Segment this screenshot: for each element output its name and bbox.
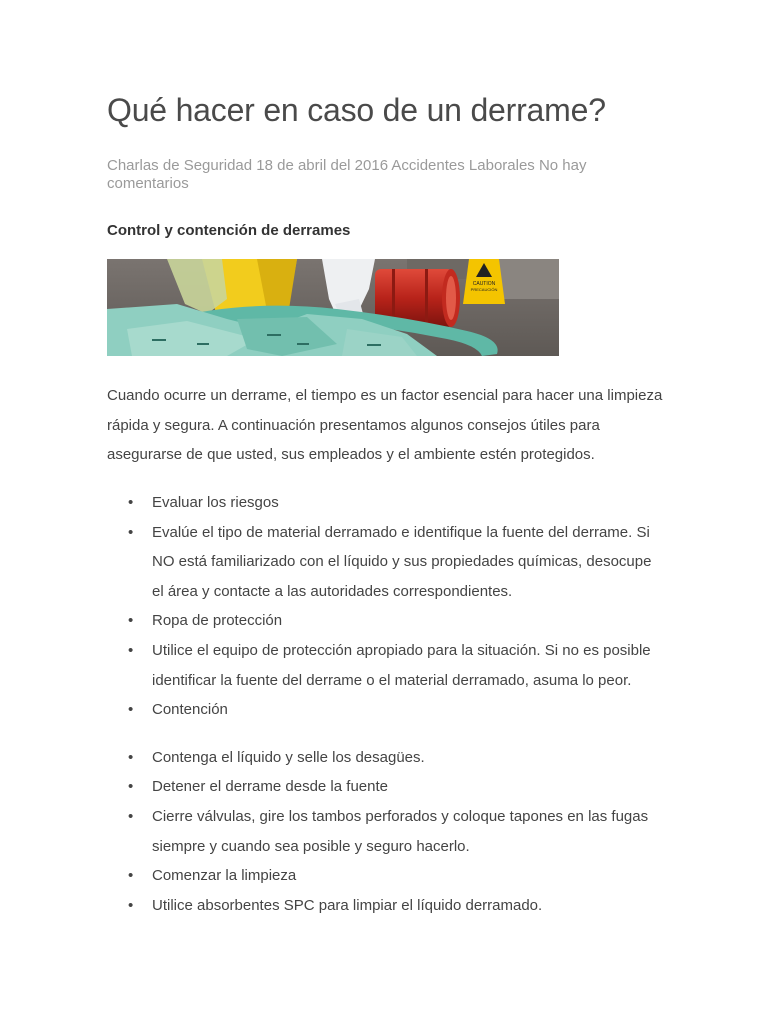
- page-title: Qué hacer en caso de un derrame?: [107, 92, 606, 128]
- post-meta: Charlas de Seguridad 18 de abril del 2016 Accidentes Laborales No hay comentarios: [107, 157, 587, 192]
- list-item: • Comenzar la limpieza: [107, 861, 667, 891]
- list-item: • Detener el derrame desde la fuente: [107, 772, 667, 802]
- list-item: • Utilice el equipo de protección apropiado para la situación. Si no es posible identificar la fuente del derrame o el material derramado, asuma lo peor.: [107, 636, 667, 695]
- list-item: • Ropa de protección: [107, 606, 667, 636]
- svg-text:PRECAUCIÓN: PRECAUCIÓN: [470, 287, 498, 292]
- advice-list: [107, 488, 667, 920]
- caution-sign: [463, 259, 505, 304]
- spill-cleanup-photo: [107, 259, 559, 356]
- list-item: • Contención: [107, 695, 667, 725]
- svg-text:CAUTION: CAUTION: [472, 281, 496, 287]
- list-item: • Utilice absorbentes SPC para limpiar el líquido derramado.: [107, 891, 667, 921]
- list-item: • Evaluar los riesgos: [107, 488, 667, 518]
- intro-paragraph: Cuando ocurre un derrame, el tiempo es un factor esencial para hacer una limpieza rápida y segura. A continuación presentamos algunos consejos útiles para asegurarse de que usted, sus empleados y el ambiente estén protegidos.: [107, 387, 663, 464]
- list-item: • Contenga el líquido y selle los desagües.: [107, 743, 667, 773]
- list-item: • Evalúe el tipo de material derramado e identifique la fuente del derrame. Si NO está familiarizado con el líquido y sus propiedades químicas, desocupe el área y contacte a las autoridades correspondientes.: [107, 518, 667, 607]
- section-heading: Control y contención de derrames: [107, 222, 351, 239]
- list-item: • Cierre válvulas, gire los tambos perforados y coloque tapones en las fugas siempre y cuando sea posible y seguro hacerlo.: [107, 802, 667, 861]
